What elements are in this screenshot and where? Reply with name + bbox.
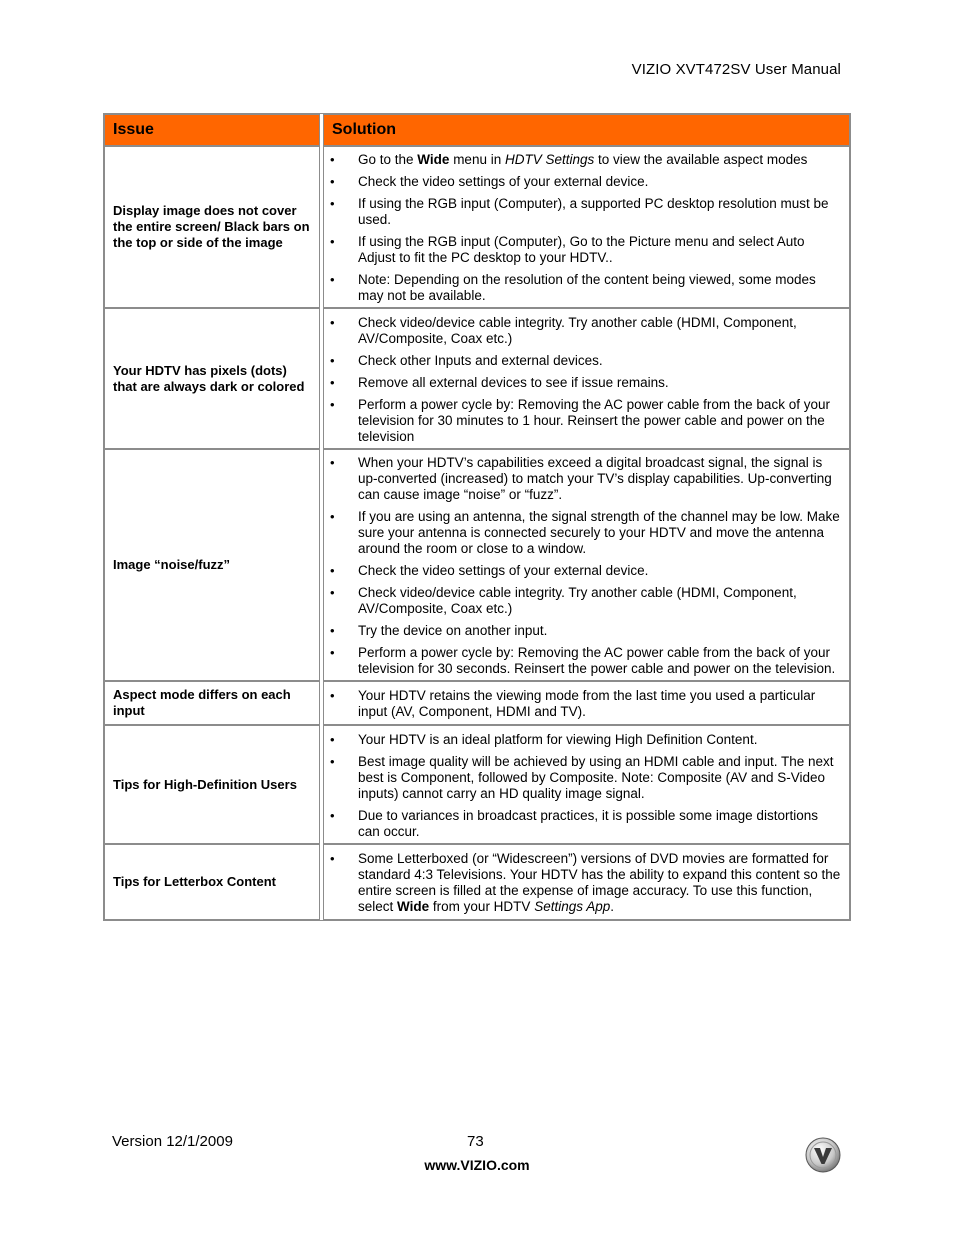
solution-text: Perform a power cycle by: Removing the AC power cable from the back of your television for 30 minutes to 1 hour. Reinsert the power cable and power on the television <box>358 396 830 444</box>
solution-text: menu in <box>449 152 505 167</box>
solution-item <box>328 272 843 304</box>
solution-item <box>328 174 843 190</box>
page-number: 73 <box>467 1133 484 1150</box>
solution-item <box>328 732 843 748</box>
issue-cell: Display image does not cover the entire screen/ Black bars on the top or side of the image <box>104 146 320 308</box>
solution-text: Perform a power cycle by: Removing the AC power cable from the back of your television for 30 seconds. Reinsert the power cable and power on the television. <box>358 645 836 676</box>
solution-text: Best image quality will be achieved by using an HDMI cable and input. The next best is Component, followed by Composite. Note: Composite (AV and S-Video inputs) cannot carry an HD quality image signal. <box>358 753 834 801</box>
solution-text: Go to the <box>358 152 418 167</box>
solution-text: Some Letterboxed (or “Widescreen”) versions of DVD movies are formatted for standard 4:3 Televisions. Your HDTV has the ability to expand this content so the entire screen is filled at the expense of image accuracy. To use this function, select <box>358 851 841 914</box>
solution-text: Check other Inputs and external devices. <box>358 352 603 368</box>
solution-cell <box>323 725 850 844</box>
manual-title: VIZIO XVT472SV User Manual <box>631 61 841 78</box>
solution-item <box>328 315 843 347</box>
solution-list <box>328 152 843 304</box>
table-row <box>104 308 850 449</box>
solution-text: If using the RGB input (Computer), a supported PC desktop resolution must be used. <box>358 196 829 227</box>
solution-item <box>328 645 843 677</box>
solution-item <box>328 688 843 720</box>
solution-text: to view the available aspect modes <box>594 152 808 167</box>
solution-list <box>328 688 843 720</box>
solution-list <box>328 851 843 915</box>
solution-text: Wide <box>397 899 430 914</box>
solution-item <box>328 152 843 168</box>
solution-text: Your HDTV is an ideal platform for viewing High Definition Content. <box>358 731 758 747</box>
solution-cell <box>323 146 850 308</box>
solution-text: Remove all external devices to see if issue remains. <box>358 374 669 390</box>
solution-item <box>328 563 843 579</box>
issue-cell: Your HDTV has pixels (dots) that are always dark or colored <box>104 308 320 449</box>
solution-text: Due to variances in broadcast practices, it is possible some image distortions can occur. <box>358 807 818 839</box>
solution-item <box>328 851 843 915</box>
table-row <box>104 449 850 681</box>
solution-text: Check the video settings of your external device. <box>358 563 649 578</box>
solution-text: If you are using an antenna, the signal strength of the channel may be low. Make sure your antenna is connected securely to your HDTV and move the antenna around the room or close to a window. <box>358 509 840 556</box>
solution-text: Wide <box>417 152 450 167</box>
issue-cell: Tips for High-Definition Users <box>104 725 320 844</box>
solution-item <box>328 234 843 266</box>
table-header-row <box>104 114 850 146</box>
solution-item <box>328 754 843 802</box>
issue-cell: Tips for Letterbox Content <box>104 844 320 920</box>
column-header-solution: Solution <box>323 114 850 146</box>
solution-text: Check video/device cable integrity. Try another cable (HDMI, Component, AV/Composite, Coax etc.) <box>358 585 797 616</box>
solution-item <box>328 353 843 369</box>
solution-item <box>328 196 843 228</box>
solution-text: Note: Depending on the resolution of the content being viewed, some modes may not be available. <box>358 272 816 303</box>
solution-text: When your HDTV’s capabilities exceed a digital broadcast signal, the signal is up-converted (increased) to match your TV’s display capabilities. Up-converting can cause image “noise” or “fuzz”. <box>358 455 832 502</box>
table-row <box>104 844 850 920</box>
solution-text: HDTV Settings <box>504 152 595 167</box>
column-header-issue: Issue <box>104 114 320 146</box>
solution-list <box>328 315 843 445</box>
solution-text: from your HDTV <box>429 899 535 914</box>
issue-cell: Image “noise/fuzz” <box>104 449 320 681</box>
table-row <box>104 146 850 308</box>
solution-cell <box>323 308 850 449</box>
solution-list <box>328 732 843 840</box>
issue-cell: Aspect mode differs on each input <box>104 681 320 725</box>
solution-text: Check video/device cable integrity. Try another cable (HDMI, Component, AV/Composite, Coax etc.) <box>358 314 797 346</box>
solution-item <box>328 623 843 639</box>
solution-cell <box>323 681 850 725</box>
solution-item <box>328 375 843 391</box>
table-row <box>104 725 850 844</box>
solution-item <box>328 397 843 445</box>
solution-text: . <box>610 899 615 914</box>
solution-item <box>328 509 843 557</box>
solution-item <box>328 455 843 503</box>
solution-list <box>328 455 843 677</box>
solution-item <box>328 585 843 617</box>
solution-text: If using the RGB input (Computer), Go to the Picture menu and select Auto Adjust to fit the PC desktop to your HDTV.. <box>358 234 805 265</box>
solution-cell <box>323 449 850 681</box>
solution-text: Try the device on another input. <box>358 623 548 638</box>
solution-text: Your HDTV retains the viewing mode from the last time you used a particular input (AV, Component, HDMI and TV). <box>358 688 816 719</box>
solution-cell <box>323 844 850 920</box>
vizio-logo-icon <box>805 1137 841 1173</box>
solution-item <box>328 808 843 840</box>
solution-text: Check the video settings of your external device. <box>358 174 649 189</box>
footer-website: www.VIZIO.com <box>424 1157 530 1173</box>
table-body <box>104 146 850 920</box>
footer-version: Version 12/1/2009 <box>112 1133 233 1150</box>
troubleshooting-table <box>103 113 851 921</box>
solution-text: Settings App <box>534 899 611 914</box>
table-row <box>104 681 850 725</box>
